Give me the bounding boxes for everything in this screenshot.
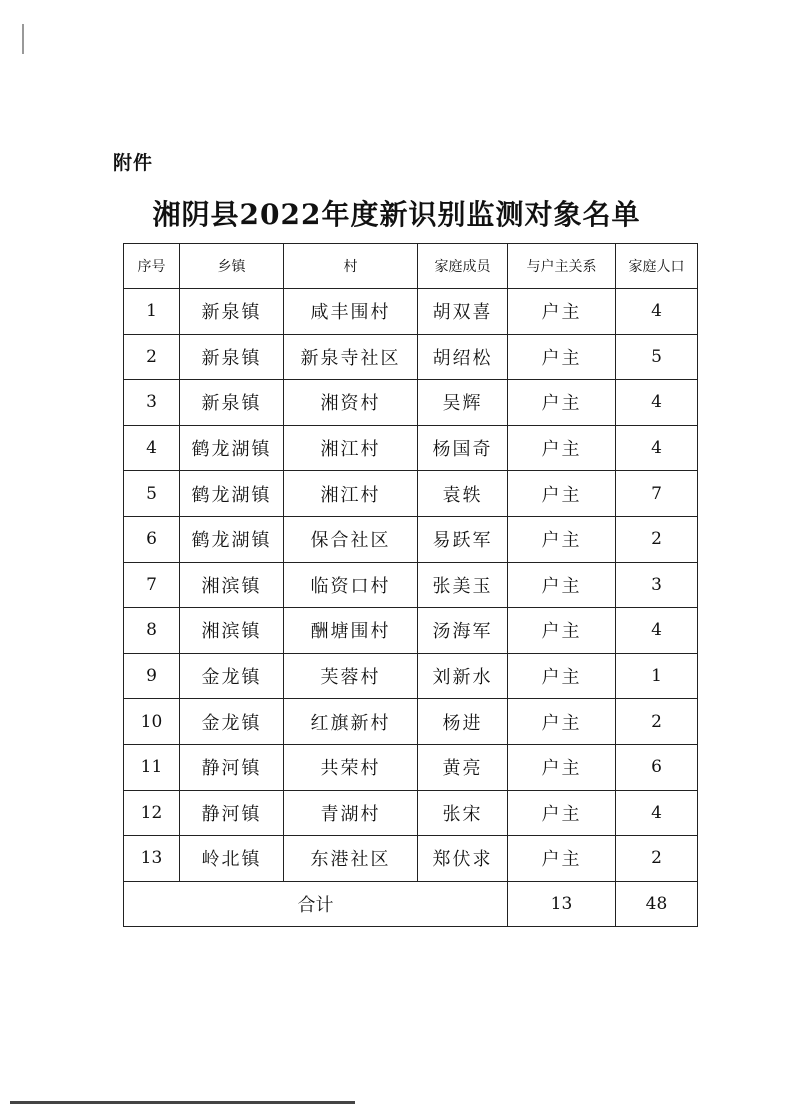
cell-relation: 户主 bbox=[508, 471, 616, 517]
cell-village: 酬塘围村 bbox=[284, 608, 418, 654]
table-row bbox=[124, 608, 698, 654]
cell-town: 湘滨镇 bbox=[180, 608, 284, 654]
cell-family-member: 黄亮 bbox=[418, 744, 508, 790]
cell-relation: 户主 bbox=[508, 699, 616, 745]
cell-household-size: 3 bbox=[616, 562, 698, 608]
cell-relation: 户主 bbox=[508, 289, 616, 335]
cell-village: 湘江村 bbox=[284, 425, 418, 471]
cell-household-size: 6 bbox=[616, 744, 698, 790]
cell-family-member: 袁轶 bbox=[418, 471, 508, 517]
total-population: 48 bbox=[616, 881, 698, 926]
table-row bbox=[124, 836, 698, 882]
cell-household-size: 4 bbox=[616, 425, 698, 471]
cell-village: 红旗新村 bbox=[284, 699, 418, 745]
cell-index: 4 bbox=[124, 425, 180, 471]
cell-town: 静河镇 bbox=[180, 790, 284, 836]
cell-town: 鹤龙湖镇 bbox=[180, 425, 284, 471]
cell-index: 2 bbox=[124, 334, 180, 380]
cell-relation: 户主 bbox=[508, 380, 616, 426]
table-row bbox=[124, 516, 698, 562]
cell-family-member: 胡绍松 bbox=[418, 334, 508, 380]
cell-town: 静河镇 bbox=[180, 744, 284, 790]
cell-relation: 户主 bbox=[508, 653, 616, 699]
table-row bbox=[124, 744, 698, 790]
total-households: 13 bbox=[508, 881, 616, 926]
cell-family-member: 杨国奇 bbox=[418, 425, 508, 471]
cell-town: 鹤龙湖镇 bbox=[180, 516, 284, 562]
cell-index: 13 bbox=[124, 836, 180, 882]
cell-family-member: 郑伏求 bbox=[418, 836, 508, 882]
cell-household-size: 2 bbox=[616, 516, 698, 562]
table-row bbox=[124, 425, 698, 471]
cell-family-member: 张美玉 bbox=[418, 562, 508, 608]
cell-town: 金龙镇 bbox=[180, 699, 284, 745]
cell-town: 鹤龙湖镇 bbox=[180, 471, 284, 517]
cell-index: 1 bbox=[124, 289, 180, 335]
document-title: 湘阴县2022年度新识别监测对象名单 bbox=[152, 198, 641, 231]
cell-family-member: 吴辉 bbox=[418, 380, 508, 426]
cell-index: 9 bbox=[124, 653, 180, 699]
cell-relation: 户主 bbox=[508, 425, 616, 471]
header-index: 序号 bbox=[124, 244, 180, 289]
cell-index: 10 bbox=[124, 699, 180, 745]
cell-relation: 户主 bbox=[508, 516, 616, 562]
cell-relation: 户主 bbox=[508, 790, 616, 836]
cell-household-size: 7 bbox=[616, 471, 698, 517]
cell-village: 咸丰围村 bbox=[284, 289, 418, 335]
header-village: 村 bbox=[284, 244, 418, 289]
cell-household-size: 5 bbox=[616, 334, 698, 380]
cell-relation: 户主 bbox=[508, 334, 616, 380]
cell-village: 芙蓉村 bbox=[284, 653, 418, 699]
attachment-label: 附件 bbox=[113, 152, 154, 174]
cell-household-size: 4 bbox=[616, 289, 698, 335]
cell-household-size: 4 bbox=[616, 790, 698, 836]
scan-artifact-line bbox=[10, 1101, 355, 1104]
total-label: 合计 bbox=[124, 881, 508, 926]
cell-family-member: 胡双喜 bbox=[418, 289, 508, 335]
cell-family-member: 汤海军 bbox=[418, 608, 508, 654]
table-row bbox=[124, 562, 698, 608]
cell-town: 岭北镇 bbox=[180, 836, 284, 882]
cell-index: 12 bbox=[124, 790, 180, 836]
cell-family-member: 刘新水 bbox=[418, 653, 508, 699]
cell-town: 新泉镇 bbox=[180, 334, 284, 380]
cell-household-size: 1 bbox=[616, 653, 698, 699]
cell-relation: 户主 bbox=[508, 562, 616, 608]
header-relation: 与户主关系 bbox=[508, 244, 616, 289]
header-household-size: 家庭人口 bbox=[616, 244, 698, 289]
cell-village: 共荣村 bbox=[284, 744, 418, 790]
cell-index: 7 bbox=[124, 562, 180, 608]
table-body bbox=[124, 289, 698, 882]
cell-household-size: 2 bbox=[616, 836, 698, 882]
header-family-member: 家庭成员 bbox=[418, 244, 508, 289]
cell-family-member: 杨进 bbox=[418, 699, 508, 745]
cell-town: 新泉镇 bbox=[180, 289, 284, 335]
table-header-row bbox=[124, 244, 698, 289]
total-row bbox=[124, 881, 698, 926]
cell-relation: 户主 bbox=[508, 608, 616, 654]
cell-index: 3 bbox=[124, 380, 180, 426]
table-row bbox=[124, 790, 698, 836]
cell-village: 青湖村 bbox=[284, 790, 418, 836]
cell-town: 湘滨镇 bbox=[180, 562, 284, 608]
cell-village: 湘资村 bbox=[284, 380, 418, 426]
cell-family-member: 张宋 bbox=[418, 790, 508, 836]
cell-village: 保合社区 bbox=[284, 516, 418, 562]
cell-index: 6 bbox=[124, 516, 180, 562]
cell-household-size: 2 bbox=[616, 699, 698, 745]
table-row bbox=[124, 289, 698, 335]
cell-town: 新泉镇 bbox=[180, 380, 284, 426]
cell-household-size: 4 bbox=[616, 608, 698, 654]
cell-village: 新泉寺社区 bbox=[284, 334, 418, 380]
cell-village: 湘江村 bbox=[284, 471, 418, 517]
cell-family-member: 易跃军 bbox=[418, 516, 508, 562]
scan-artifact bbox=[22, 24, 24, 54]
table-row bbox=[124, 380, 698, 426]
table-row bbox=[124, 699, 698, 745]
cell-relation: 户主 bbox=[508, 744, 616, 790]
cell-household-size: 4 bbox=[616, 380, 698, 426]
monitoring-roster-table bbox=[123, 243, 698, 927]
table-row bbox=[124, 471, 698, 517]
cell-town: 金龙镇 bbox=[180, 653, 284, 699]
cell-index: 5 bbox=[124, 471, 180, 517]
cell-village: 临资口村 bbox=[284, 562, 418, 608]
table-row bbox=[124, 334, 698, 380]
header-town: 乡镇 bbox=[180, 244, 284, 289]
cell-index: 8 bbox=[124, 608, 180, 654]
table-row bbox=[124, 653, 698, 699]
cell-relation: 户主 bbox=[508, 836, 616, 882]
cell-village: 东港社区 bbox=[284, 836, 418, 882]
cell-index: 11 bbox=[124, 744, 180, 790]
